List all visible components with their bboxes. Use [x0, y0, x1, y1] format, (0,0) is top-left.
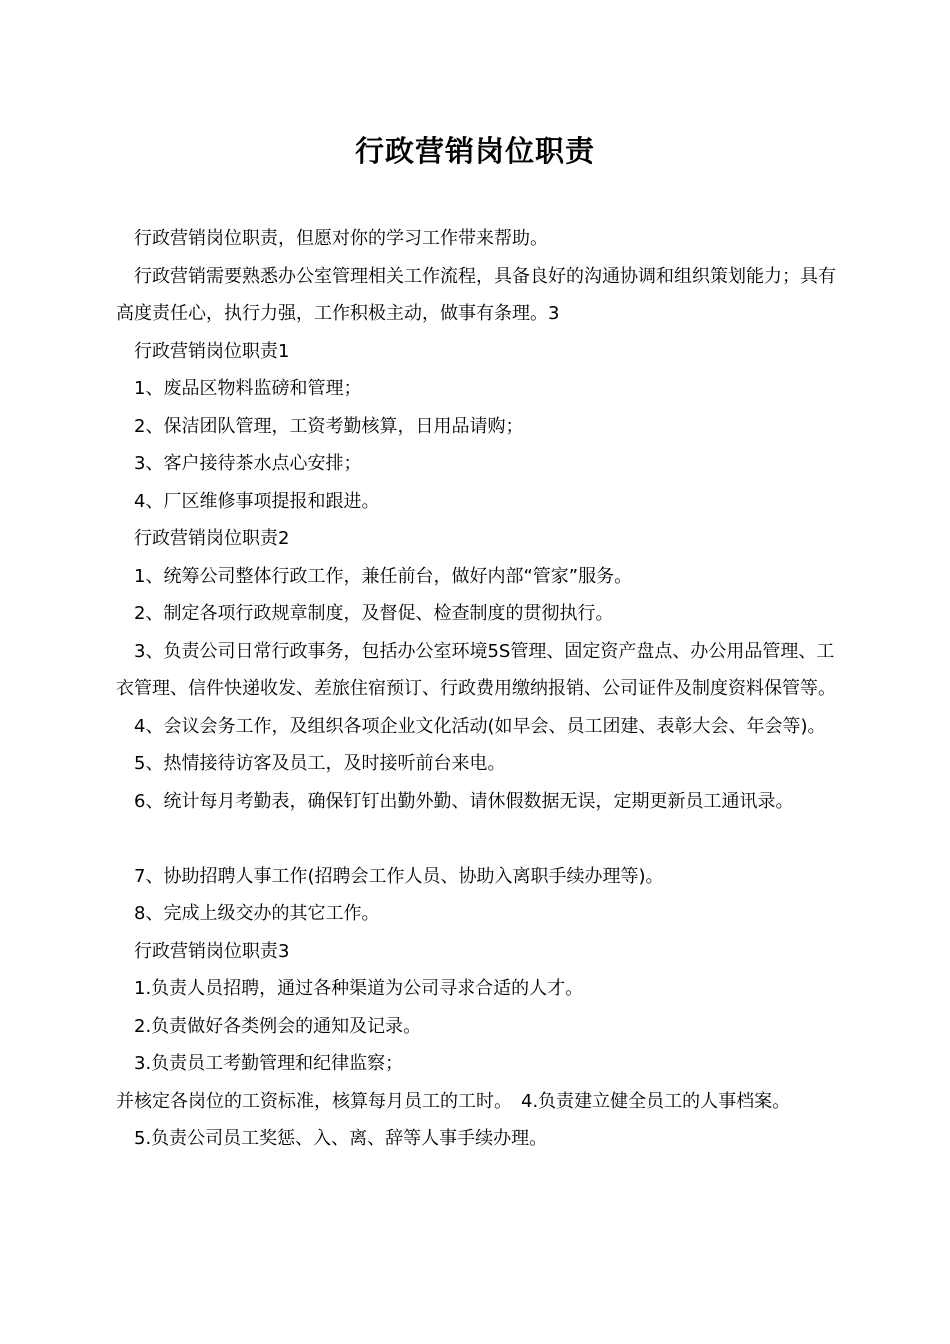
list-item: 4、厂区维修事项提报和跟进。 — [134, 490, 380, 512]
list-item: 1、统筹公司整体行政工作，兼任前台，做好内部“管家”服务。 — [134, 565, 633, 587]
list-item: 8、完成上级交办的其它工作。 — [134, 903, 380, 924]
list-item: 2.负责做好各类例会的通知及记录。 — [134, 1015, 422, 1037]
document-title: 行政营销岗位职责 — [354, 134, 595, 168]
document-body — [116, 220, 838, 1158]
list-item: 2、保洁团队管理，工资考勤核算，日用品请购； — [134, 415, 524, 437]
list-item: 并核定各岗位的工资标准，核算每月员工的工时。 4.负责建立健全员工的人事档案。 — [116, 1090, 791, 1112]
section-heading-2: 行政营销岗位职责2 — [134, 528, 290, 549]
list-item: 3.负责员工考勤管理和纪律监察； — [134, 1053, 404, 1074]
section-heading-1: 行政营销岗位职责1 — [134, 340, 290, 362]
list-item: 4、会议会务工作，及组织各项企业文化活动(如早会、员工团建、表彰大会、年会等)。 — [134, 715, 826, 737]
list-item: 7、协助招聘人事工作(招聘会工作人员、协助入离职手续办理等)。 — [134, 865, 664, 887]
list-item: 5.负责公司员工奖惩、入、离、辞等人事手续办理。 — [134, 1128, 548, 1149]
blank-line — [116, 820, 838, 858]
list-item: 1.负责人员招聘，通过各种渠道为公司寻求合适的人才。 — [134, 978, 584, 999]
list-item: 3、客户接待茶水点心安排； — [134, 453, 362, 474]
paragraph-summary: 行政营销需要熟悉办公室管理相关工作流程，具备良好的沟通协调和组织策划能力；具有高度责任心，执行力强，工作积极主动，做事有条理。3 — [116, 265, 836, 324]
list-item: 2、制定各项行政规章制度，及督促、检查制度的贯彻执行。 — [134, 603, 614, 624]
list-item: 1、废品区物料监磅和管理； — [134, 378, 362, 399]
section-heading-3: 行政营销岗位职责3 — [134, 940, 290, 962]
list-item: 6、统计每月考勤表，确保钉钉出勤外勤、请休假数据无误，定期更新员工通讯录。 — [134, 790, 794, 812]
paragraph-intro: 行政营销岗位职责，但愿对你的学习工作带来帮助。 — [134, 228, 548, 249]
list-item: 5、热情接待访客及员工，及时接听前台来电。 — [134, 753, 506, 774]
list-item: 3、负责公司日常行政事务，包括办公室环境5S管理、固定资产盘点、办公用品管理、工衣管理、信件快递收发、差旅住宿预订、行政费用缴纳报销、公司证件及制度资料保管等。 — [116, 640, 836, 699]
